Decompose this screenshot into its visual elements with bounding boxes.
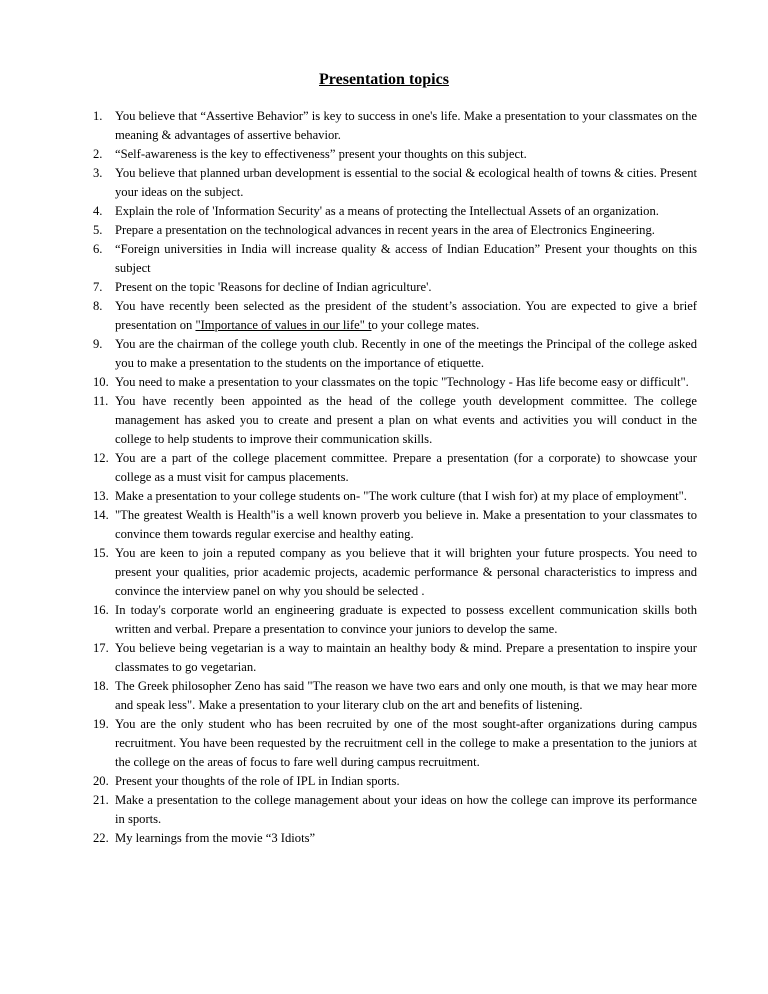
list-item (93, 392, 697, 449)
item-number: 7. (93, 280, 103, 294)
item-text: The Greek philosopher Zeno has said "The reason we have two ears and only one mouth, is that we may hear more and speak less". Make a presentation to your literary club on the art and benefits of listening. (115, 679, 697, 712)
list-item (93, 297, 697, 335)
list-item (93, 278, 697, 297)
item-number: 14. (93, 508, 109, 522)
item-number: 9. (93, 337, 103, 351)
item-text: Explain the role of 'Information Security' as a means of protecting the Intellectual Assets of an organization. (115, 204, 659, 218)
topic-list (93, 107, 697, 848)
list-item (93, 221, 697, 240)
list-item (93, 107, 697, 145)
item-number: 12. (93, 451, 109, 465)
item-text: Present on the topic 'Reasons for decline of Indian agriculture'. (115, 280, 432, 294)
list-item (93, 791, 697, 829)
item-number: 22. (93, 831, 109, 845)
item-number: 6. (93, 242, 103, 256)
item-number: 4. (93, 204, 103, 218)
list-item (93, 373, 697, 392)
list-item (93, 506, 697, 544)
item-number: 21. (93, 793, 109, 807)
item-text: o your college mates. (371, 318, 480, 332)
item-number: 15. (93, 546, 109, 560)
list-item (93, 772, 697, 791)
item-number: 3. (93, 166, 103, 180)
item-text: Make a presentation to the college management about your ideas on how the college can improve its performance in sports. (115, 793, 697, 826)
list-item (93, 240, 697, 278)
underlined-topic: "Importance of values in our life" t (195, 318, 372, 332)
list-item (93, 164, 697, 202)
item-number: 16. (93, 603, 109, 617)
list-item (93, 715, 697, 772)
item-text: You are keen to join a reputed company as you believe that it will brighten your future prospects. You need to present your qualities, prior academic projects, academic performance & personal characteristics to impress and convince the interview panel on why you should be selected . (115, 546, 697, 598)
item-text: “Foreign universities in India will increase quality & access of Indian Education” Present your thoughts on this subject (115, 242, 697, 275)
item-text: You are a part of the college placement committee. Prepare a presentation (for a corporate) to showcase your college as a must visit for campus placements. (115, 451, 697, 484)
item-number: 18. (93, 679, 109, 693)
item-number: 17. (93, 641, 109, 655)
item-text: You have recently been selected as the president of the student’s association. You are expected to give a brief presentation on (115, 299, 697, 332)
item-text: You believe being vegetarian is a way to maintain an healthy body & mind. Prepare a presentation to inspire your classmates to go vegetarian. (115, 641, 697, 674)
list-item (93, 449, 697, 487)
list-item (93, 601, 697, 639)
list-item (93, 145, 697, 164)
item-text: Make a presentation to your college students on- "The work culture (that I wish for) at my place of employment". (115, 489, 687, 503)
list-item (93, 544, 697, 601)
list-item (93, 829, 697, 848)
list-item (93, 202, 697, 221)
item-text: You need to make a presentation to your classmates on the topic "Technology - Has life become easy or difficult". (115, 375, 689, 389)
list-item (93, 335, 697, 373)
list-item (93, 487, 697, 506)
item-text: You believe that planned urban development is essential to the social & ecological health of towns & cities. Present your ideas on the subject. (115, 166, 697, 199)
item-text: You are the only student who has been recruited by one of the most sought-after organizations during campus recruitment. You have been requested by the recruitment cell in the college to make a presentation to the juniors at the college on the areas of focus to fare well during campus recruitment. (115, 717, 697, 769)
item-text: My learnings from the movie “3 Idiots” (115, 831, 316, 845)
page-title: Presentation topics (319, 71, 449, 88)
item-text: "The greatest Wealth is Health"is a well known proverb you believe in. Make a presentation to your classmates to convince them towards regular exercise and healthy eating. (115, 508, 697, 541)
item-number: 2. (93, 147, 103, 161)
item-number: 20. (93, 774, 109, 788)
list-item (93, 639, 697, 677)
item-text: Present your thoughts of the role of IPL in Indian sports. (115, 774, 400, 788)
item-text: You believe that “Assertive Behavior” is key to success in one's life. Make a presentation to your classmates on the meaning & advantages of assertive behavior. (115, 109, 697, 142)
item-text: “Self-awareness is the key to effectiveness” present your thoughts on this subject. (115, 147, 527, 161)
item-number: 13. (93, 489, 109, 503)
item-number: 10. (93, 375, 109, 389)
item-number: 11. (93, 394, 109, 408)
item-text: You are the chairman of the college youth club. Recently in one of the meetings the Principal of the college asked you to make a presentation to the students on the importance of etiquette. (115, 337, 697, 370)
item-number: 19. (93, 717, 109, 731)
item-number: 8. (93, 299, 103, 313)
item-text: You have recently been appointed as the head of the college youth development committee. The college management has asked you to create and present a plan on what events and activities you will conduct in the college to help students to improve their communication skills. (115, 394, 697, 446)
item-text: In today's corporate world an engineering graduate is expected to possess excellent communication skills both written and verbal. Prepare a presentation to convince your juniors to develop the same. (115, 603, 697, 636)
item-number: 5. (93, 223, 103, 237)
item-number: 1. (93, 109, 103, 123)
item-text: Prepare a presentation on the technological advances in recent years in the area of Electronics Engineering. (115, 223, 655, 237)
list-item (93, 677, 697, 715)
